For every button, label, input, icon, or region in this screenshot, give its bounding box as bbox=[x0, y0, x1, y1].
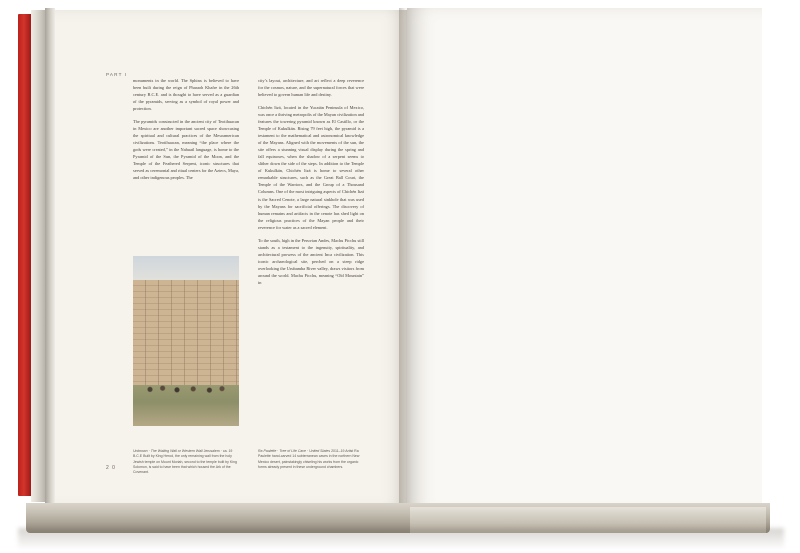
paragraph: Chichén Itzá, located in the Yucatán Peninsula of Mexico, was once a thriving metropolis of the Mayan civilization and features the towering pyramid known as El Castillo, or the Temple of Kukulkán. Rising 79 feet high, the pyramid is a testament to the mathematical and astronomical knowledge of the Mayans. Aligned with the movements of the sun, the site offers a stunning visual display during the spring and fall equinoxes, when the shadow of a serpent seems to slither down the side of the steps. In addition to the Temple of Kukulkán, Chichén Itzá is home to several other remarkable structures, such as the Great Ball Court, the Temple of the Warriors, and the Group of a Thousand Columns. One of the most intriguing aspects of Chichén Itzá is the Sacred Cenote, a large natural sinkhole that was used by the Mayans for sacrificial offerings. The discovery of human remains and artifacts in the cenote has shed light on the religious practices of the Mayan people and their reverence for water as a sacred element. bbox=[258, 105, 364, 230]
western-wall-photo bbox=[133, 256, 239, 426]
caption-body: 2011–19 Artist Ra Paulette hand-carved 14 subterranean caves in the northern New Mexico desert, painstakingly chiseling his works from the organic forms already present in these underground chambers. bbox=[258, 449, 360, 469]
photo-figures bbox=[141, 375, 230, 399]
book-spine-shadow bbox=[45, 8, 55, 506]
open-book bbox=[18, 8, 782, 546]
book-shadow bbox=[18, 528, 784, 550]
paragraph: The pyramids constructed in the ancient city of Teotihuacan in Mexico are another important sacred space showcasing the spiritual and cultural practices of the Mesoamerican civilizations. Teotihuacan, meaning “the place where the gods were created,” in the Nahuatl language, is home to the Pyramid of the Sun, the Pyramid of the Moon, and the Temple of the Feathered Serpent, iconic structures that served as ceremonial and ritual centers for the Aztecs, Maya, and other indigenous peoples. The bbox=[133, 119, 239, 181]
part-label: PART I bbox=[106, 72, 128, 77]
photo-stone-wall bbox=[133, 280, 239, 385]
right-page bbox=[407, 8, 762, 513]
text-column-right bbox=[258, 77, 364, 292]
paragraph: To the south, high in the Peruvian Andes, Machu Picchu still stands as a testament to the ingenuity, spirituality, and architectural prowess of the ancient Inca civilization. This iconic archaeological site, perched on a steep ridge overlooking the Urubamba River valley, draws visitors from around the world. Machu Picchu, meaning “Old Mountain” in bbox=[258, 237, 364, 285]
page-number: 2 0 bbox=[106, 465, 116, 471]
caption-left bbox=[133, 449, 239, 476]
caption-right bbox=[258, 449, 364, 470]
paragraph: city’s layout, architecture, and art reflect a deep reverence for the cosmos, nature, and the supernatural forces that were believed to govern human life and destiny. bbox=[258, 78, 364, 98]
paragraph: monuments in the world. The Sphinx is believed to have been built during the reign of Pharaoh Khafre in the 26th century B.C.E. and is thought to have served as a guardian of the pyramids, serving as a symbol of royal power and protection. bbox=[133, 78, 239, 112]
text-column-left bbox=[133, 77, 239, 187]
left-page bbox=[55, 10, 407, 508]
caption-lead: Unknown · The Wailing Wall or Western Wall bbox=[133, 449, 203, 453]
book-spine-edge bbox=[31, 10, 45, 502]
caption-lead: Ra Paulette · Tree of Life Cave · United States bbox=[258, 449, 331, 453]
book-spine-red bbox=[18, 14, 31, 496]
caption-body: Jerusalem · ca. 19 B.C.E Built by King Herod, the only remaining wall from the holy Jewish temple on Mount Moriah, second to the temple built by King Solomon, is said to have been that which housed the Ark of the Covenant. bbox=[133, 449, 237, 475]
